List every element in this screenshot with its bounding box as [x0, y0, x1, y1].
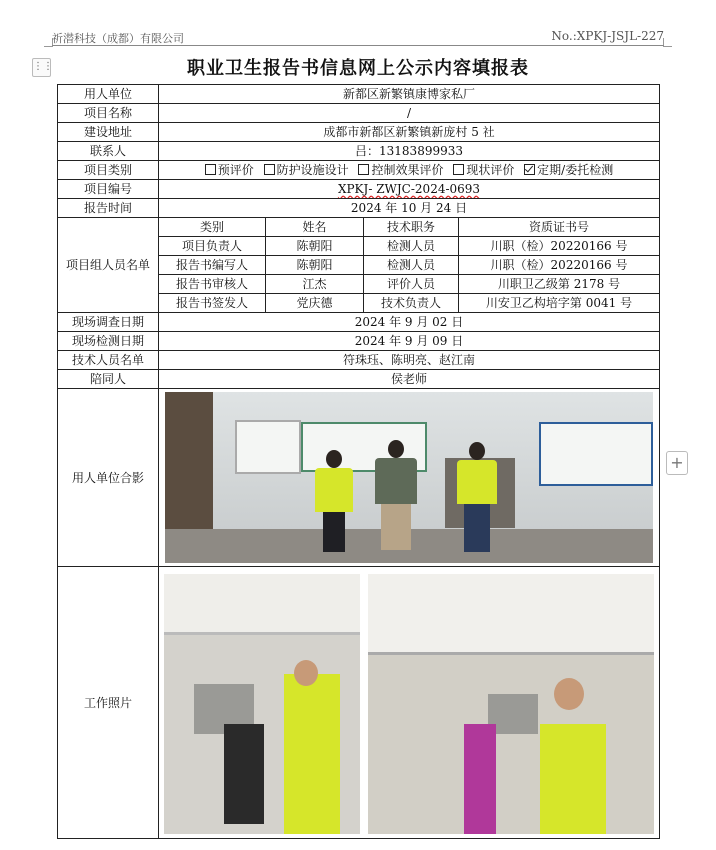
row-project-no: [58, 180, 660, 199]
label: 工作照片: [58, 567, 159, 839]
row-group-photo: [58, 389, 660, 567]
escort-value[interactable]: 侯老师: [159, 370, 660, 389]
header-doc-number: No.:XPKJ-JSJL-227: [551, 29, 664, 43]
team-cell[interactable]: 江杰: [266, 275, 364, 294]
label: 用人单位合影: [58, 389, 159, 567]
person: [464, 724, 496, 834]
row-test-date: [58, 332, 660, 351]
header-rule: [52, 45, 664, 46]
team-cell[interactable]: 川职卫乙级第 2178 号: [459, 275, 660, 294]
label: 项目类别: [58, 161, 159, 180]
team-cell[interactable]: 技术负责人: [364, 294, 459, 313]
row-contact: [58, 142, 660, 161]
label: 建设地址: [58, 123, 159, 142]
row-technicians: [58, 351, 660, 370]
notice-board: [235, 420, 301, 474]
row-employer: [58, 85, 660, 104]
team-cell[interactable]: 川安卫乙构培字第 0041 号: [459, 294, 660, 313]
team-cell[interactable]: 检测人员: [364, 237, 459, 256]
contact-value[interactable]: 吕：13183899933: [159, 142, 660, 161]
label: 项目编号: [58, 180, 159, 199]
team-cell[interactable]: 项目负责人: [159, 237, 266, 256]
page-title: 职业卫生报告书信息网上公示内容填报表: [187, 58, 529, 79]
team-cell[interactable]: 检测人员: [364, 256, 459, 275]
checkbox-icon[interactable]: [453, 164, 464, 175]
test-date-value[interactable]: 2024 年 9 月 09 日: [159, 332, 660, 351]
label: 用人单位: [58, 85, 159, 104]
row-work-photos: [58, 567, 660, 839]
team-header: 资质证书号: [459, 218, 660, 237]
team-header: 姓名: [266, 218, 364, 237]
report-table: [57, 84, 660, 839]
checkbox-icon[interactable]: [264, 164, 275, 175]
team-cell[interactable]: 报告书审核人: [159, 275, 266, 294]
project-no-value[interactable]: XPKJ- ZWJC-2024-0693: [337, 182, 481, 196]
team-cell[interactable]: 陈朝阳: [266, 237, 364, 256]
row-project-name: [58, 104, 660, 123]
address-value[interactable]: 成都市新都区新繁镇新庞村 5 社: [159, 123, 660, 142]
row-category: [58, 161, 660, 180]
label: 报告时间: [58, 199, 159, 218]
row-address: [58, 123, 660, 142]
category-option[interactable]: 防护设施设计: [264, 163, 349, 177]
team-cell[interactable]: 评价人员: [364, 275, 459, 294]
person: [284, 674, 340, 834]
plus-icon[interactable]: +: [666, 451, 688, 475]
person: [540, 724, 606, 834]
technicians-value[interactable]: 符珠珏、陈明亮、赵江南: [159, 351, 660, 370]
team-cell[interactable]: 报告书签发人: [159, 294, 266, 313]
team-cell[interactable]: 陈朝阳: [266, 256, 364, 275]
team-header: 类别: [159, 218, 266, 237]
header-company: 祈潜科技（成都）有限公司: [52, 32, 184, 45]
notice-board: [539, 422, 653, 486]
work-photo[interactable]: [368, 574, 654, 834]
team-cell[interactable]: 党庆德: [266, 294, 364, 313]
team-cell[interactable]: 川职（检）20220166 号: [459, 256, 660, 275]
project-name-value[interactable]: /: [159, 104, 660, 123]
label: 联系人: [58, 142, 159, 161]
row-report-date: [58, 199, 660, 218]
category-option[interactable]: 控制效果评价: [358, 163, 443, 177]
row-survey-date: [58, 313, 660, 332]
category-option[interactable]: 预评价: [205, 163, 254, 177]
label: 陪同人: [58, 370, 159, 389]
team-cell[interactable]: 报告书编写人: [159, 256, 266, 275]
group-photo[interactable]: [165, 392, 653, 563]
row-team-header: [58, 218, 660, 237]
category-option[interactable]: 现状评价: [453, 163, 514, 177]
employer-value[interactable]: 新都区新繁镇康博家私厂: [159, 85, 660, 104]
label: 技术人员名单: [58, 351, 159, 370]
row-escort: [58, 370, 660, 389]
label: 项目组人员名单: [58, 218, 159, 313]
drag-handle-icon[interactable]: ⋮⋮: [32, 58, 51, 77]
label: 现场检测日期: [58, 332, 159, 351]
team-header: 技术职务: [364, 218, 459, 237]
category-options: [159, 161, 660, 180]
person: [224, 724, 264, 824]
category-option[interactable]: 定期/委托检测: [524, 163, 613, 177]
survey-date-value[interactable]: 2024 年 9 月 02 日: [159, 313, 660, 332]
checkbox-icon[interactable]: [205, 164, 216, 175]
checkbox-icon[interactable]: [358, 164, 369, 175]
label: 项目名称: [58, 104, 159, 123]
checkbox-icon[interactable]: [524, 164, 535, 175]
team-cell[interactable]: 川职（检）20220166 号: [459, 237, 660, 256]
margin-corner-mark: [663, 38, 672, 47]
report-date-value[interactable]: 2024 年 10 月 24 日: [159, 199, 660, 218]
label: 现场调查日期: [58, 313, 159, 332]
work-photo[interactable]: [164, 574, 360, 834]
